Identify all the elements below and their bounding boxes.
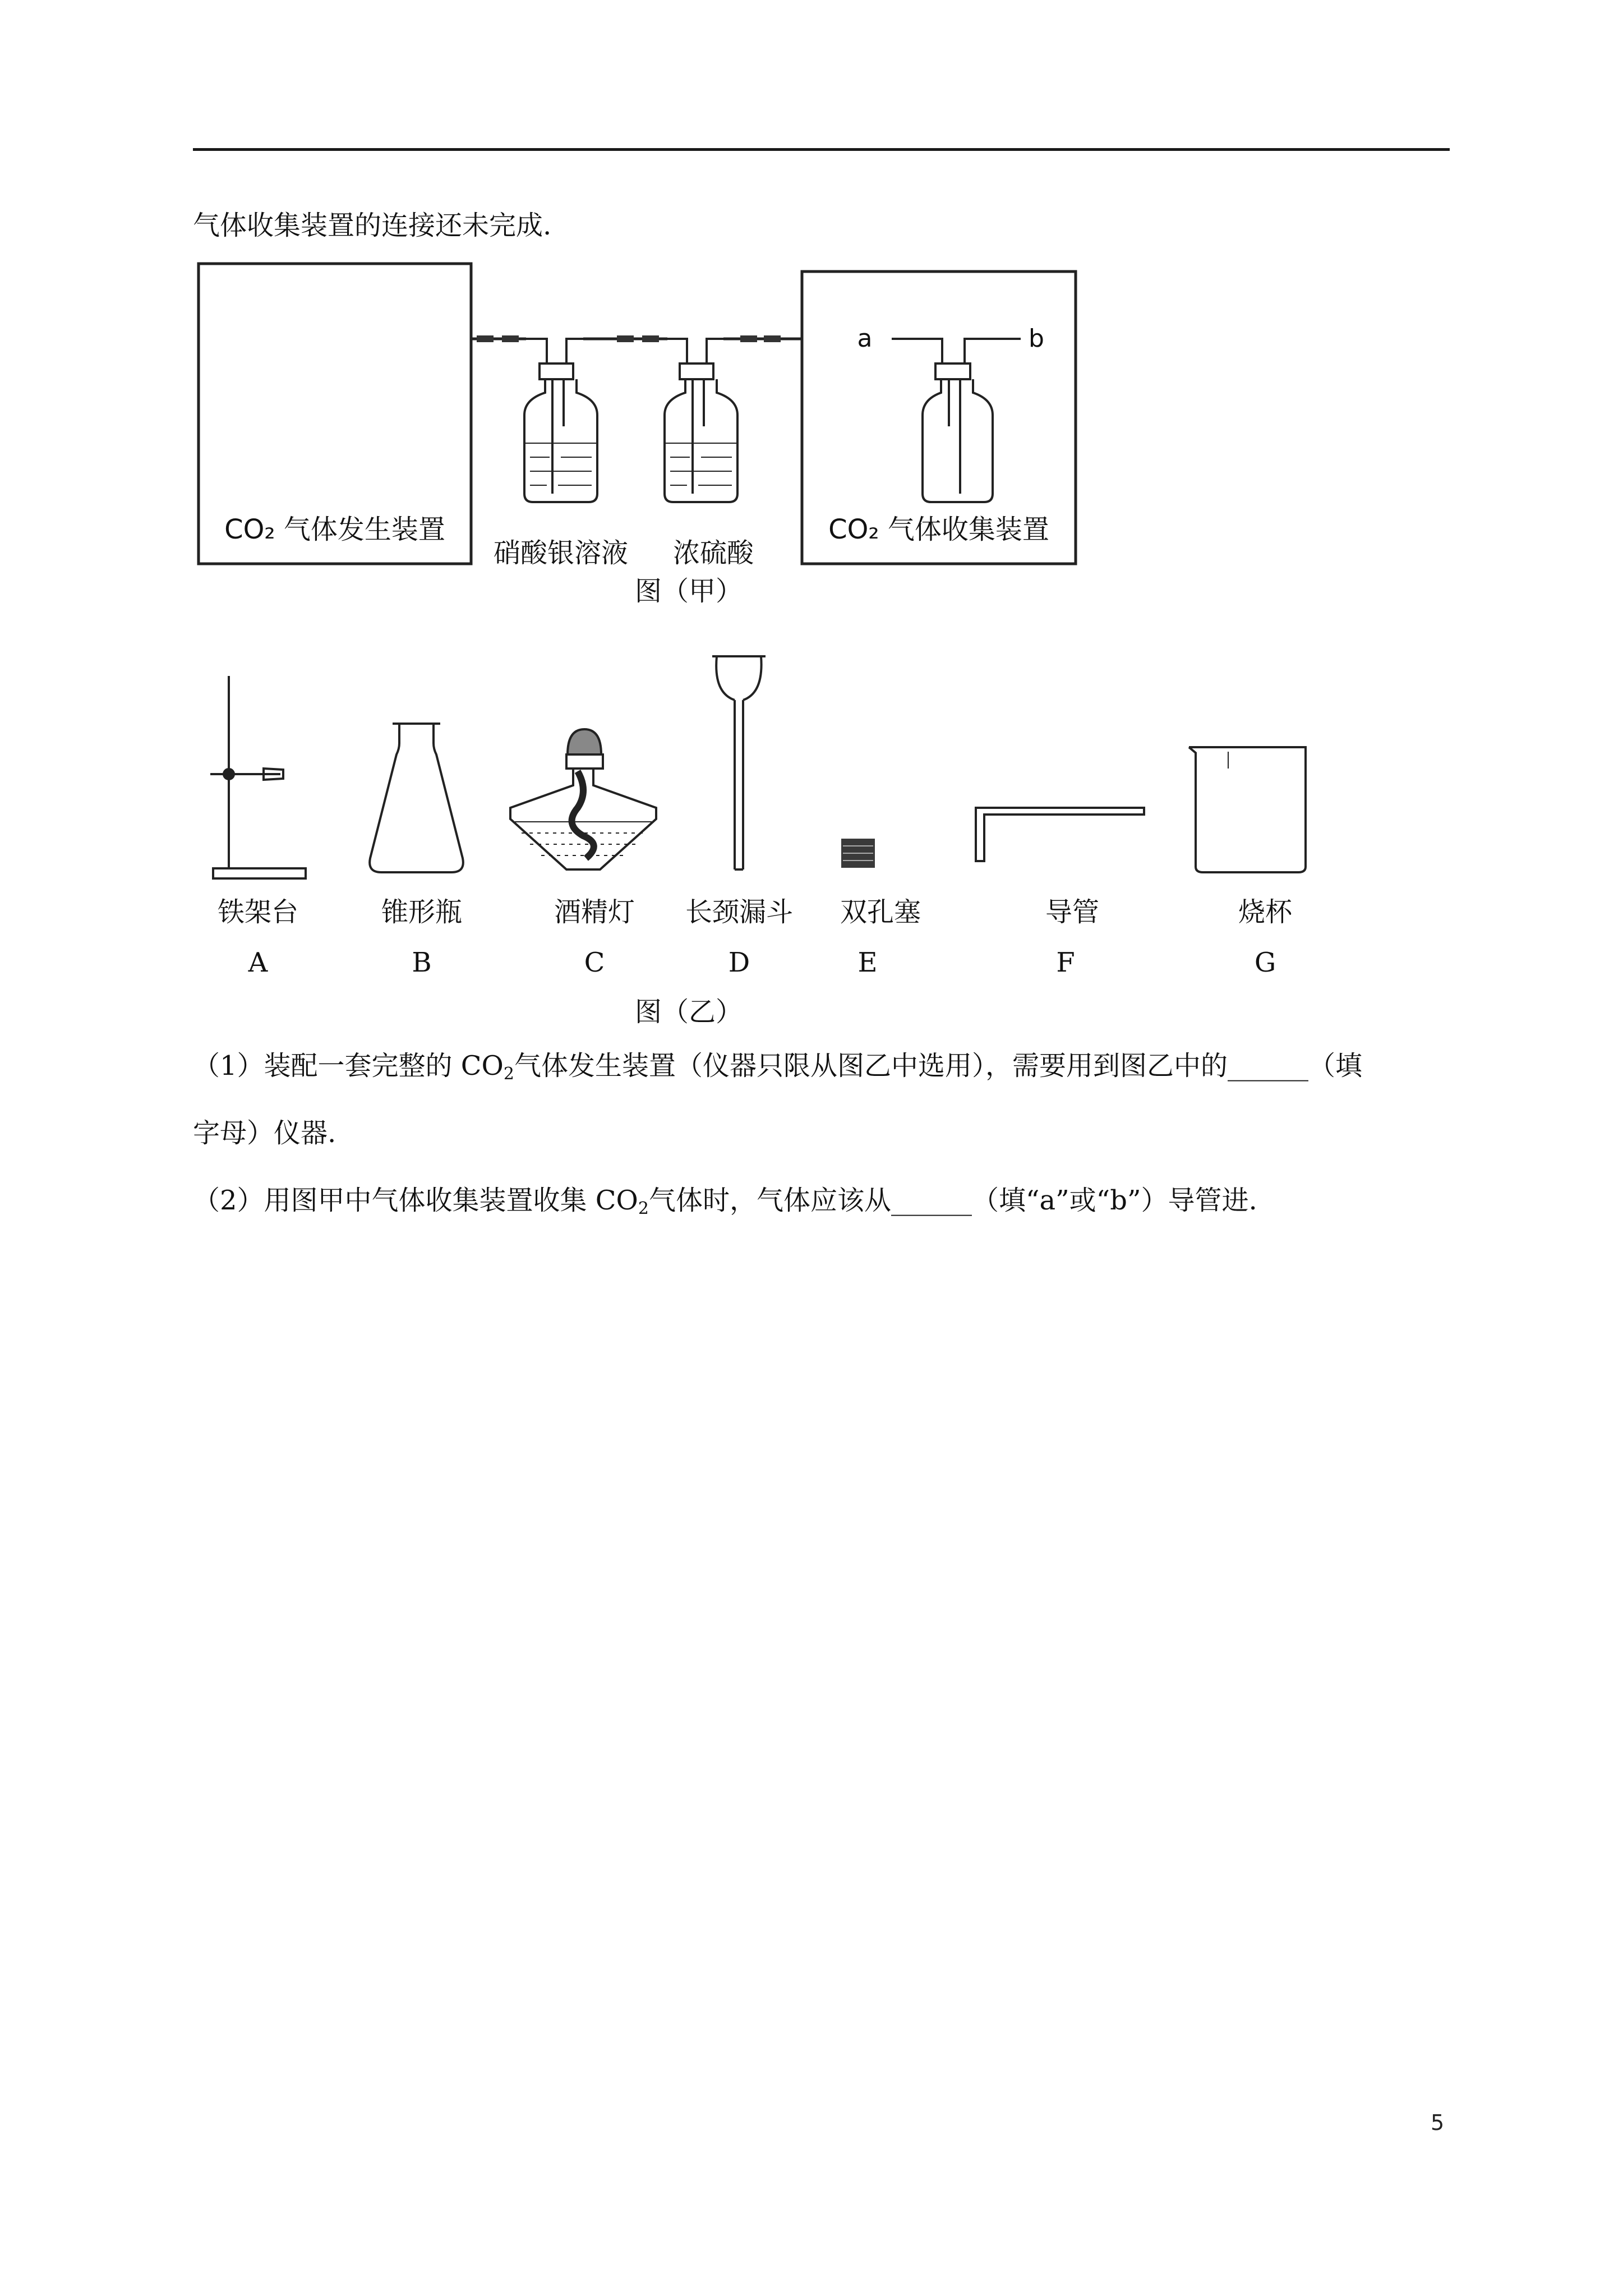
question-1-line-1: （1）装配一套完整的 $CO_2$气体发生装置（仪器只限从图乙中选用），需要用到图乙中的______（填 bbox=[193, 1050, 1362, 1084]
collector-box bbox=[802, 272, 1076, 564]
long-neck-funnel bbox=[712, 656, 766, 869]
two-hole-stopper bbox=[841, 839, 875, 868]
item-letter-c: C bbox=[584, 947, 605, 978]
bottle2-label: 浓硫酸 bbox=[672, 537, 754, 569]
item-name-c: 酒精灯 bbox=[554, 896, 635, 928]
intro-text: 气体收集装置的连接还未完成. bbox=[193, 210, 552, 241]
page-number: 5 bbox=[1431, 2110, 1445, 2135]
conical-flask bbox=[370, 724, 463, 872]
bent-tube bbox=[976, 808, 1144, 861]
question-2: （2）用图甲中气体收集装置收集 $CO_2$气体时，气体应该从______（填“a”或“b”）导管进. bbox=[193, 1185, 1257, 1218]
bottle1-label: 硝酸银溶液 bbox=[493, 537, 629, 569]
generator-label: CO₂ 气体发生装置 bbox=[224, 514, 445, 545]
item-letter-e: E bbox=[857, 947, 878, 978]
item-letter-b: B bbox=[412, 947, 432, 978]
item-letter-g: G bbox=[1254, 947, 1276, 978]
item-letter-f: F bbox=[1056, 947, 1075, 978]
washing-bottle-sulfuric-acid bbox=[665, 339, 754, 569]
question-1-line-2: 字母）仪器. bbox=[193, 1117, 336, 1149]
alcohol-lamp bbox=[510, 729, 656, 869]
port-a-label: a bbox=[857, 324, 873, 353]
item-letter-a: A bbox=[248, 947, 268, 978]
collector-label: CO₂ 气体收集装置 bbox=[828, 514, 1049, 545]
figure-yi-caption: 图（乙） bbox=[634, 996, 743, 1028]
item-name-e: 双孔塞 bbox=[840, 896, 921, 928]
figure-jia bbox=[0, 0, 1623, 623]
generator-box bbox=[199, 264, 471, 564]
beaker bbox=[1189, 747, 1306, 872]
iron-stand bbox=[210, 676, 306, 878]
figure-jia-caption: 图（甲） bbox=[634, 576, 743, 607]
connector-tubes bbox=[471, 335, 802, 342]
item-name-g: 烧杯 bbox=[1238, 896, 1293, 928]
figure-yi bbox=[0, 623, 1623, 1043]
item-name-d: 长颈漏斗 bbox=[685, 896, 794, 928]
washing-bottle-silver-nitrate bbox=[494, 339, 628, 569]
item-name-a: 铁架台 bbox=[217, 896, 299, 928]
item-name-b: 锥形瓶 bbox=[381, 896, 463, 928]
item-name-f: 导管 bbox=[1045, 896, 1100, 928]
port-b-label: b bbox=[1029, 324, 1044, 353]
item-letter-d: D bbox=[728, 947, 750, 978]
